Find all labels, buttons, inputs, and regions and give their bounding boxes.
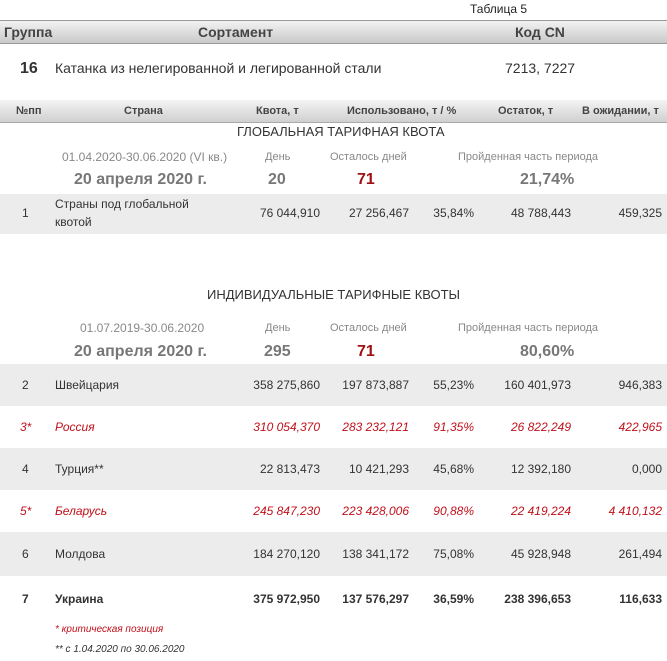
row-pending: 459,325 <box>618 206 662 220</box>
row-country: Молдова <box>55 547 106 561</box>
row-pct: 75,08% <box>433 547 474 561</box>
column-header-bar <box>0 100 667 123</box>
individual-date: 20 апреля 2020 г. <box>74 343 207 360</box>
row-country-line2: квотой <box>55 215 92 229</box>
row-num: 2 <box>22 378 29 392</box>
table-number: Таблица 5 <box>470 2 528 16</box>
row-pct: 36,59% <box>433 592 474 606</box>
global-date: 20 апреля 2020 г. <box>74 171 207 188</box>
row-quota: 375 972,950 <box>253 592 320 606</box>
global-section-title: ГЛОБАЛЬНАЯ ТАРИФНАЯ КВОТА <box>237 124 445 139</box>
row-pending: 261,494 <box>618 547 662 561</box>
row-quota: 310 054,370 <box>253 420 320 434</box>
row-country: Швейцария <box>55 378 120 392</box>
table-row <box>0 576 667 616</box>
row-quota: 245 847,230 <box>253 504 320 518</box>
row-num: 3* <box>20 420 32 434</box>
global-days-left-label: Осталось дней <box>330 151 407 163</box>
row-country: Украина <box>55 592 104 606</box>
row-country-line1: Страны под глобальной <box>55 197 189 211</box>
header-assortment: Сортамент <box>198 24 274 40</box>
global-day-label: День <box>265 151 291 163</box>
header-cn-code: Код CN <box>515 24 565 40</box>
header-group: Группа <box>4 24 53 40</box>
row-remaining: 238 396,653 <box>504 592 571 606</box>
row-quota: 22 813,473 <box>259 462 320 476</box>
global-passed-label: Пройденная часть периода <box>458 151 599 163</box>
table-row <box>0 364 667 406</box>
individual-days-left: 71 <box>357 343 375 360</box>
individual-days-left-label: Осталось дней <box>330 322 407 334</box>
col-quota: Квота, т <box>256 105 299 117</box>
row-used: 197 873,887 <box>342 378 409 392</box>
header-bar <box>0 20 667 44</box>
row-pct: 91,35% <box>433 420 474 434</box>
footnote-turkey: ** с 1.04.2020 по 30.06.2020 <box>55 644 185 655</box>
row-remaining: 22 419,224 <box>510 504 571 518</box>
row-remaining: 160 401,973 <box>504 378 571 392</box>
row-num: 6 <box>22 547 29 561</box>
col-remaining: Остаток, т <box>498 105 554 117</box>
row-country: Турция** <box>55 462 104 476</box>
row-remaining: 26 822,249 <box>510 420 571 434</box>
row-pending: 946,383 <box>618 378 662 392</box>
row-pct: 35,84% <box>433 206 474 220</box>
row-pct: 90,88% <box>433 504 474 518</box>
col-num: №пп <box>16 105 42 117</box>
col-country: Страна <box>124 105 163 117</box>
row-num: 4 <box>22 462 29 476</box>
row-remaining: 45 928,948 <box>510 547 571 561</box>
row-quota: 358 275,860 <box>253 378 320 392</box>
row-pct: 55,23% <box>433 378 474 392</box>
row-used: 223 428,006 <box>342 504 409 518</box>
row-pending: 0,000 <box>631 462 662 476</box>
row-quota: 184 270,120 <box>253 547 320 561</box>
product-name: Катанка из нелегированной и легированной стали <box>55 60 382 76</box>
row-num: 7 <box>22 592 29 606</box>
row-country: Россия <box>55 420 95 434</box>
row-used: 138 341,172 <box>342 547 409 561</box>
table-row <box>0 194 667 234</box>
table-row <box>0 532 667 576</box>
global-days-left: 71 <box>357 171 375 188</box>
row-pending: 116,633 <box>619 592 662 606</box>
col-pending: В ожидании, т <box>582 105 659 117</box>
row-remaining: 48 788,443 <box>510 206 571 220</box>
table-row <box>0 490 667 532</box>
global-passed: 21,74% <box>520 171 575 188</box>
individual-day-label: День <box>265 322 291 334</box>
individual-period: 01.07.2019-30.06.2020 <box>80 321 205 335</box>
row-pending: 422,965 <box>618 420 662 434</box>
individual-section-title: ИНДИВИДУАЛЬНЫЕ ТАРИФНЫЕ КВОТЫ <box>207 287 461 302</box>
row-used: 137 576,297 <box>342 592 409 606</box>
row-country: Беларусь <box>55 504 108 518</box>
footnote-critical: * критическая позиция <box>55 624 164 635</box>
individual-passed-label: Пройденная часть периода <box>458 322 599 334</box>
product-cn-code: 7213, 7227 <box>505 60 576 76</box>
row-num: 5* <box>20 504 32 518</box>
global-period: 01.04.2020-30.06.2020 (VI кв.) <box>62 150 228 164</box>
product-group: 16 <box>20 60 38 77</box>
table-row <box>0 448 667 490</box>
row-num: 1 <box>22 206 29 220</box>
global-day: 20 <box>268 171 286 188</box>
row-quota: 76 044,910 <box>259 206 320 220</box>
row-remaining: 12 392,180 <box>510 462 571 476</box>
individual-passed: 80,60% <box>520 343 575 360</box>
row-used: 283 232,121 <box>342 420 409 434</box>
individual-day: 295 <box>264 343 291 360</box>
row-used: 10 421,293 <box>348 462 409 476</box>
table-row <box>0 406 667 448</box>
row-pct: 45,68% <box>433 462 474 476</box>
row-pending: 4 410,132 <box>608 504 662 518</box>
col-used: Использовано, т / % <box>347 105 457 117</box>
row-used: 27 256,467 <box>348 206 409 220</box>
